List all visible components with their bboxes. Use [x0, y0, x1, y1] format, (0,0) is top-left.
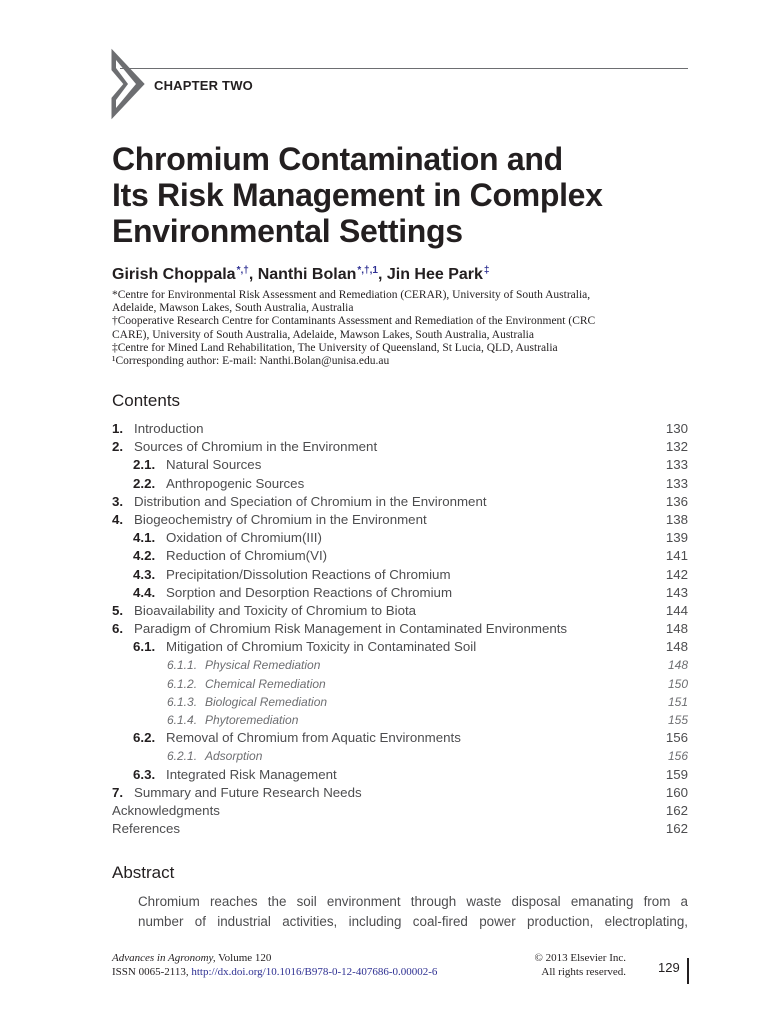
toc-entry[interactable]	[112, 566, 688, 584]
toc-entry-label: Sources of Chromium in the Environment	[134, 439, 378, 455]
affiliation-line: †Cooperative Research Centre for Contaminants Assessment and Remediation of the Environment (CRC	[112, 315, 596, 328]
toc-entry-label: Biological Remediation	[205, 694, 328, 709]
toc-entry[interactable]	[112, 638, 688, 656]
toc-entry[interactable]	[112, 584, 688, 602]
toc-entry[interactable]	[112, 602, 688, 620]
toc-entry-number: 6.1.3.	[167, 694, 198, 709]
toc-entry-page: 144	[665, 602, 688, 618]
toc-entry[interactable]	[112, 511, 688, 529]
toc-entry[interactable]	[112, 729, 688, 747]
affiliation-line: CARE), University of South Australia, Adelaide, Mawson Lakes, South Australia, Australia	[112, 328, 534, 341]
abstract-heading: Abstract	[112, 863, 175, 882]
toc-entry-page: 156	[665, 730, 688, 746]
toc-entry[interactable]	[112, 784, 688, 802]
author-marks[interactable]: ‡	[483, 265, 490, 276]
title-line: Chromium Contamination and	[112, 141, 563, 177]
copyright: © 2013 Elsevier Inc.	[534, 952, 626, 964]
toc-entry-label: Summary and Future Research Needs	[134, 784, 362, 800]
toc-entry-label: Distribution and Speciation of Chromium in the Environment	[134, 493, 487, 509]
toc-entry-label: Acknowledgments	[112, 802, 220, 818]
toc-entry-number: 6.	[112, 621, 124, 637]
author-list	[112, 265, 489, 284]
toc-entry-label: References	[112, 821, 180, 837]
toc-entry-page: 143	[665, 584, 688, 600]
title-line: Environmental Settings	[112, 213, 463, 249]
author-name: Girish Choppala	[112, 266, 236, 283]
affiliation-line: ¹Corresponding author: E-mail: Nanthi.Bolan@unisa.edu.au	[112, 355, 390, 368]
toc-entry-page: 132	[665, 439, 688, 455]
chapter-chevron-icon	[110, 48, 146, 120]
chapter-label: CHAPTER TWO	[154, 78, 253, 93]
toc-entry[interactable]	[112, 693, 688, 711]
toc-entry-number: 4.1.	[133, 530, 156, 546]
toc-entry-number: 6.2.	[133, 730, 156, 746]
toc-entry-label: Mitigation of Chromium Toxicity in Contaminated Soil	[166, 639, 477, 655]
toc-entry-label: Precipitation/Dissolution Reactions of Chromium	[166, 566, 451, 582]
toc-entry-number: 4.2.	[133, 548, 156, 564]
volume: Volume 120	[215, 952, 272, 964]
toc-entry-number: 1.	[112, 421, 124, 436]
toc-entry-page: 159	[665, 766, 688, 782]
toc-entry-page: 148	[667, 658, 688, 673]
toc-entry[interactable]	[112, 711, 688, 729]
footer-copyright	[514, 951, 626, 979]
chapter-title	[112, 141, 712, 249]
toc-entry-page: 138	[665, 511, 688, 527]
contents-heading: Contents	[112, 391, 181, 410]
table-of-contents	[112, 420, 688, 838]
toc-entry[interactable]	[112, 620, 688, 638]
toc-entry-label: Bioavailability and Toxicity of Chromium to Biota	[134, 602, 417, 618]
abstract-body	[138, 892, 688, 932]
author-marks[interactable]: *,†,1	[357, 265, 378, 276]
toc-entry-page: 141	[665, 548, 688, 564]
toc-entry[interactable]	[112, 529, 688, 547]
toc-entry-label: Removal of Chromium from Aquatic Environments	[166, 730, 461, 746]
author-marks[interactable]: *,†	[236, 265, 249, 276]
toc-entry[interactable]	[112, 475, 688, 493]
toc-entry-number: 4.3.	[133, 566, 156, 582]
affiliation-line: Adelaide, Mawson Lakes, South Australia, Australia	[112, 302, 354, 315]
toc-entry-page: 162	[665, 821, 688, 837]
toc-entry-number: 2.1.	[133, 457, 156, 473]
toc-entry[interactable]	[112, 438, 688, 456]
toc-entry[interactable]	[112, 766, 688, 784]
rights: All rights reserved.	[541, 966, 626, 978]
toc-entry-page: 151	[667, 694, 688, 709]
toc-entry-label: Phytoremediation	[205, 713, 299, 727]
toc-entry-page: 133	[665, 457, 688, 473]
toc-entry-page: 162	[665, 802, 688, 818]
toc-entry[interactable]	[112, 656, 688, 674]
toc-entry-number: 6.1.4.	[167, 713, 198, 727]
toc-entry-page: 155	[667, 713, 688, 727]
toc-entry[interactable]	[112, 547, 688, 565]
affiliation-line: ‡Centre for Mined Land Rehabilitation, The University of Queensland, St Lucia, QLD, Australia	[112, 341, 558, 354]
toc-entry-label: Reduction of Chromium(VI)	[166, 548, 328, 564]
toc-entry-page: 150	[667, 676, 688, 691]
toc-entry-number: 2.	[112, 439, 124, 455]
page-number: 129	[658, 960, 680, 975]
toc-entry-label: Oxidation of Chromium(III)	[166, 530, 322, 546]
toc-entry[interactable]	[112, 420, 688, 438]
toc-entry-page: 136	[665, 493, 688, 509]
author-separator: ,	[248, 266, 258, 283]
toc-entry-label: Adsorption	[205, 749, 263, 764]
title-line: Its Risk Management in Complex	[112, 177, 603, 213]
chapter-rule	[120, 68, 688, 69]
toc-entry[interactable]	[112, 493, 688, 511]
toc-entry[interactable]	[112, 675, 688, 693]
affiliations	[112, 289, 692, 368]
toc-entry[interactable]	[112, 820, 688, 838]
author-name: Nanthi Bolan	[257, 266, 357, 283]
doi-link[interactable]: http://dx.doi.org/10.1016/B978-0-12-407686-0.00002-6	[191, 966, 438, 978]
abstract-line: number of industrial activities, including coal-fired power production, electroplating,	[138, 914, 688, 929]
toc-entry-label: Sorption and Desorption Reactions of Chromium	[166, 584, 453, 600]
page-number-bar	[687, 958, 689, 984]
issn: ISSN 0065-2113,	[112, 966, 189, 978]
toc-entry-number: 7.	[112, 784, 124, 800]
toc-entry-label: Introduction	[134, 421, 204, 436]
toc-entry-label: Natural Sources	[166, 457, 262, 473]
author-separator: ,	[377, 266, 387, 283]
toc-entry-number: 5.	[112, 602, 124, 618]
toc-entry-page: 156	[667, 749, 688, 764]
journal-name: Advances in Agronomy,	[112, 952, 216, 964]
footer-citation	[112, 951, 437, 979]
toc-entry-page: 133	[665, 475, 688, 491]
toc-entry-page: 148	[665, 621, 688, 637]
toc-entry[interactable]	[112, 802, 688, 820]
toc-entry-page: 139	[665, 530, 688, 546]
toc-entry-number: 4.	[112, 511, 124, 527]
toc-entry[interactable]	[112, 747, 688, 765]
toc-entry-number: 4.4.	[133, 584, 156, 600]
toc-entry-number: 3.	[112, 493, 124, 509]
toc-entry-label: Anthropogenic Sources	[166, 475, 305, 491]
toc-entry-page: 148	[665, 639, 688, 655]
toc-entry-number: 6.1.1.	[167, 658, 198, 673]
toc-entry[interactable]	[112, 456, 688, 474]
toc-entry-label: Chemical Remediation	[205, 676, 326, 691]
toc-entry-page: 130	[665, 421, 688, 436]
affiliation-line: *Centre for Environmental Risk Assessment and Remediation (CERAR), University of South Australia,	[112, 289, 591, 301]
toc-entry-number: 6.2.1.	[167, 749, 198, 764]
toc-entry-page: 160	[665, 784, 688, 800]
toc-entry-number: 6.1.	[133, 639, 156, 655]
toc-entry-label: Paradigm of Chromium Risk Management in Contaminated Environments	[134, 621, 568, 637]
abstract-line: Chromium reaches the soil environment through waste disposal emanating from a	[138, 894, 688, 909]
author-name: Jin Hee Park	[386, 266, 483, 283]
toc-entry-label: Integrated Risk Management	[166, 766, 337, 782]
toc-entry-page: 142	[665, 566, 688, 582]
toc-entry-label: Biogeochemistry of Chromium in the Environment	[134, 511, 427, 527]
toc-entry-number: 6.3.	[133, 766, 156, 782]
toc-entry-number: 6.1.2.	[167, 676, 198, 691]
toc-entry-label: Physical Remediation	[205, 658, 321, 673]
toc-entry-number: 2.2.	[133, 475, 156, 491]
